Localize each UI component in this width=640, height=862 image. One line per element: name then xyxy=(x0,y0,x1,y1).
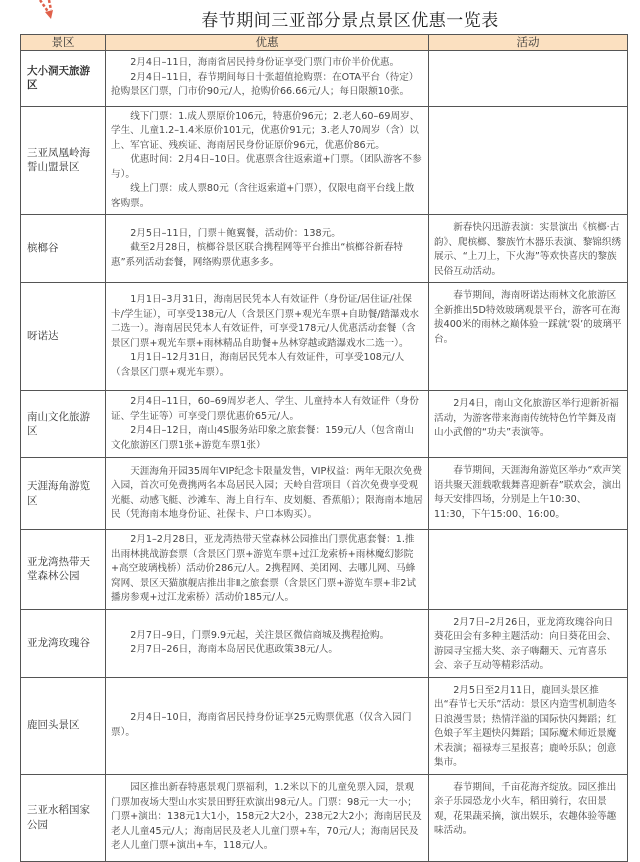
activity-paragraph: 春节期间，天涯海角游览区举办“欢声笑语共聚天涯载歌载舞喜迎新春”联欢会，演出每天安排四场，分别是上午10:30、11:30，下午15:00、16:00。 xyxy=(434,465,622,520)
offer-paragraph: 2月4日–11日，春节期间每日十张超值抢购票：在OTA平台（待定）抢购景区门票，门市价90元/人，抢购价66.66元/人；每日限额10张。 xyxy=(111,71,419,98)
offer-paragraph: 2月1–2月28日，亚龙湾热带天堂森林公园推出门票优惠套餐：1.推出雨林挑战游套票（含景区门票+游览车票+过江龙索桥+雨林魔幻影院+高空玻璃栈桥）活动价286元/人。2携程网、美团网、去哪儿网、马蜂窝网、景区天猫旗舰店推出非Ⅱ之旅套票（含景区门票+游览车票+非2试播房参观+过江龙索桥）活动价185元/人。 xyxy=(111,534,417,603)
table-row xyxy=(21,774,628,861)
offer-cell xyxy=(106,106,429,215)
table-row xyxy=(21,106,628,215)
offer-paragraph: 2月4日–11日，60–69周岁老人、学生、儿童持本人有效证件（身份证、学生证等）可享受门票优惠价65元/人。 xyxy=(111,396,419,422)
offer-paragraph: 2月4日–11日，海南省居民持身份证享受门票门市价半价优惠。 xyxy=(130,57,400,69)
offer-paragraph: 2月4日–10日，海南省居民持身份证享25元购票优惠（仅含入园门票）。 xyxy=(111,712,412,738)
activity-cell xyxy=(429,530,628,610)
offer-cell xyxy=(106,530,429,610)
activity-paragraph: 2月7日–2月26日，亚龙湾玫瑰谷向日葵花田会有多种主题活动：向日葵花田会、游园寻宝摇大奖、亲子嗨翻天、元宵喜乐会、亲子互动等精彩活动。 xyxy=(434,616,617,671)
activity-cell xyxy=(429,774,628,861)
offer-cell xyxy=(106,283,429,391)
activity-cell xyxy=(429,609,628,677)
table-row xyxy=(21,609,628,677)
offer-cell xyxy=(106,677,429,774)
activity-paragraph: 新春快闪迅游表演：实景演出《槟榔·古韵》、爬槟榔、黎族竹木器乐表演、黎锦织绣展示、“上刀上，下火海”等欢快喜庆的黎族民俗互动活动。 xyxy=(434,222,622,277)
table-row xyxy=(21,50,628,106)
scenic-area-name: 鹿回头景区 xyxy=(21,677,106,774)
scenic-area-name: 南山文化旅游区 xyxy=(21,391,106,458)
activity-paragraph: 春节期间，海南呀诺达雨林文化旅游区全新推出5D特效玻璃观景平台，游客可在海拔400米的雨林之巅体验一踩就‘裂’的玻璃平台。 xyxy=(434,290,622,345)
offer-paragraph: 线上门票：成人票80元（含往返索道+门票），仅限电商平台线上散客购票。 xyxy=(111,183,415,209)
table-row xyxy=(21,530,628,610)
offer-paragraph: 2月5日–11日，门票＋鲍翼餐，活动价：138元。 xyxy=(130,227,341,239)
offer-cell xyxy=(106,458,429,530)
table-row xyxy=(21,458,628,530)
activity-paragraph: 2月5日至2月11日，鹿回头景区推出“春节七天乐”活动：景区内造雪机制造冬日浪漫雪景；热情洋溢的国际快闪舞蹈；红色娘子军主题快闪舞蹈；国际魔术师近景魔术表演；福禄寿三星报喜；鹿岭乐队；创意集市。 xyxy=(434,684,617,768)
activity-paragraph: 春节期间，千亩花海齐绽放。园区推出亲子乐园恐龙小火车，稻田骑行，农田景观，花果蔬采摘，演出娱乐，农趣体验等趣味活动。 xyxy=(434,781,617,836)
offer-cell xyxy=(106,609,429,677)
scenic-area-name: 亚龙湾玫瑰谷 xyxy=(21,609,106,677)
table-row xyxy=(21,677,628,774)
offer-paragraph: 园区推出新春特惠景观门票福利，1.2米以下的儿童免票入园，景观门票加夜场大型山水实景田野狂欢演出98元/人。门票：98元一大一小；门票+演出：138元1大1小，158元2大2小，238元2大2小；海南居民及老人儿童45元/人；海南居民及老人儿童门票+车，70元/人；海南居民及老人儿童门票+演出+车，118元/人。 xyxy=(111,782,422,852)
offer-paragraph: 2月7日–9日，门票9.9元起，关注景区微信商城及携程抢购。 xyxy=(130,629,390,641)
page-title: 春节期间三亚部分景点景区优惠一览表 xyxy=(201,11,499,31)
scenic-area-name: 大小洞天旅游区 xyxy=(21,50,106,106)
offer-cell xyxy=(106,215,429,283)
offer-paragraph: 天涯海角开园35周年VIP纪念卡限量发售，VIP权益：两年无限次免费入园，首次可免费携两名本岛居民入园；天岭自营项目（首次免费享受观光艇、动感飞艇、沙滩车、海上自行车、皮划艇、香蕉船）；限海南本地居民（凭海南本地身份证、社保卡、户口本购买）。 xyxy=(111,465,423,520)
offer-paragraph: 优惠时间：2月4日–10日。优惠票含往返索道+门票。（团队游客不参与）。 xyxy=(111,154,422,180)
offer-cell xyxy=(106,50,429,106)
header-offer: 优惠 xyxy=(106,35,429,51)
scenic-area-name: 槟榔谷 xyxy=(21,215,106,283)
table-row xyxy=(21,391,628,458)
activity-cell xyxy=(429,50,628,106)
table-row xyxy=(21,283,628,391)
scenic-area-name: 三亚凤凰岭海誓山盟景区 xyxy=(21,106,106,215)
offer-paragraph: 2月4日–12日，南山4S服务站印象之旅套餐：159元/人（包含南山文化旅游区门票1张+游览车票1张） xyxy=(111,425,414,451)
scenic-area-name: 天涯海角游览区 xyxy=(21,458,106,530)
table-row xyxy=(21,215,628,283)
header-area: 景区 xyxy=(21,35,106,51)
discount-table xyxy=(20,34,628,862)
scenic-area-name: 亚龙湾热带天堂森林公园 xyxy=(21,530,106,610)
offer-cell xyxy=(106,774,429,861)
offer-paragraph: 1月1日–3月31日，海南居民凭本人有效证件（身份证/居住证/社保卡/学生证），可享受138元/人（含景区门票+观光车票+自助餐/踏瀑戏水二选一）。海南居民凭本人有效证件，可享受178元/人优惠活动套餐（含景区门票+观光车票+雨林精品自助餐+丛林穿越或踏瀑戏水二选一）。 xyxy=(111,294,419,349)
activity-cell xyxy=(429,458,628,530)
header-activity: 活动 xyxy=(429,35,628,51)
activity-cell xyxy=(429,106,628,215)
offer-paragraph: 1月1日–12月31日，海南居民凭本人有效证件，可享受108元/人（含景区门票+观光车票）。 xyxy=(111,352,405,378)
scenic-area-name: 三亚水稻国家公园 xyxy=(21,774,106,861)
activity-paragraph: 2月4日，南山文化旅游区举行迎新祈福活动，为游客带来海南传统特色竹竿舞及南山小武僧的“功夫”表演等。 xyxy=(434,398,619,438)
activity-cell xyxy=(429,391,628,458)
offer-paragraph: 截至2月28日，槟榔谷景区联合携程网等平台推出“槟榔谷新春特惠”系列活动套餐，网络购票优惠多多。 xyxy=(111,242,403,268)
activity-cell xyxy=(429,215,628,283)
scenic-area-name: 呀诺达 xyxy=(21,283,106,391)
offer-paragraph: 2月7日–26日，海南本岛居民优惠政策38元/人。 xyxy=(130,644,338,655)
activity-cell xyxy=(429,283,628,391)
offer-paragraph: 线下门票：1.成人票原价106元，特惠价96元；2.老人60–69周岁、学生、儿童1.2–1.4米原价101元，优惠价91元；3.老人70周岁（含）以上、军官证、残疾证、海南居民身份证原价96元，优惠价86元。 xyxy=(111,110,420,151)
table-header-row xyxy=(21,35,628,51)
activity-cell xyxy=(429,677,628,774)
offer-cell xyxy=(106,391,429,458)
